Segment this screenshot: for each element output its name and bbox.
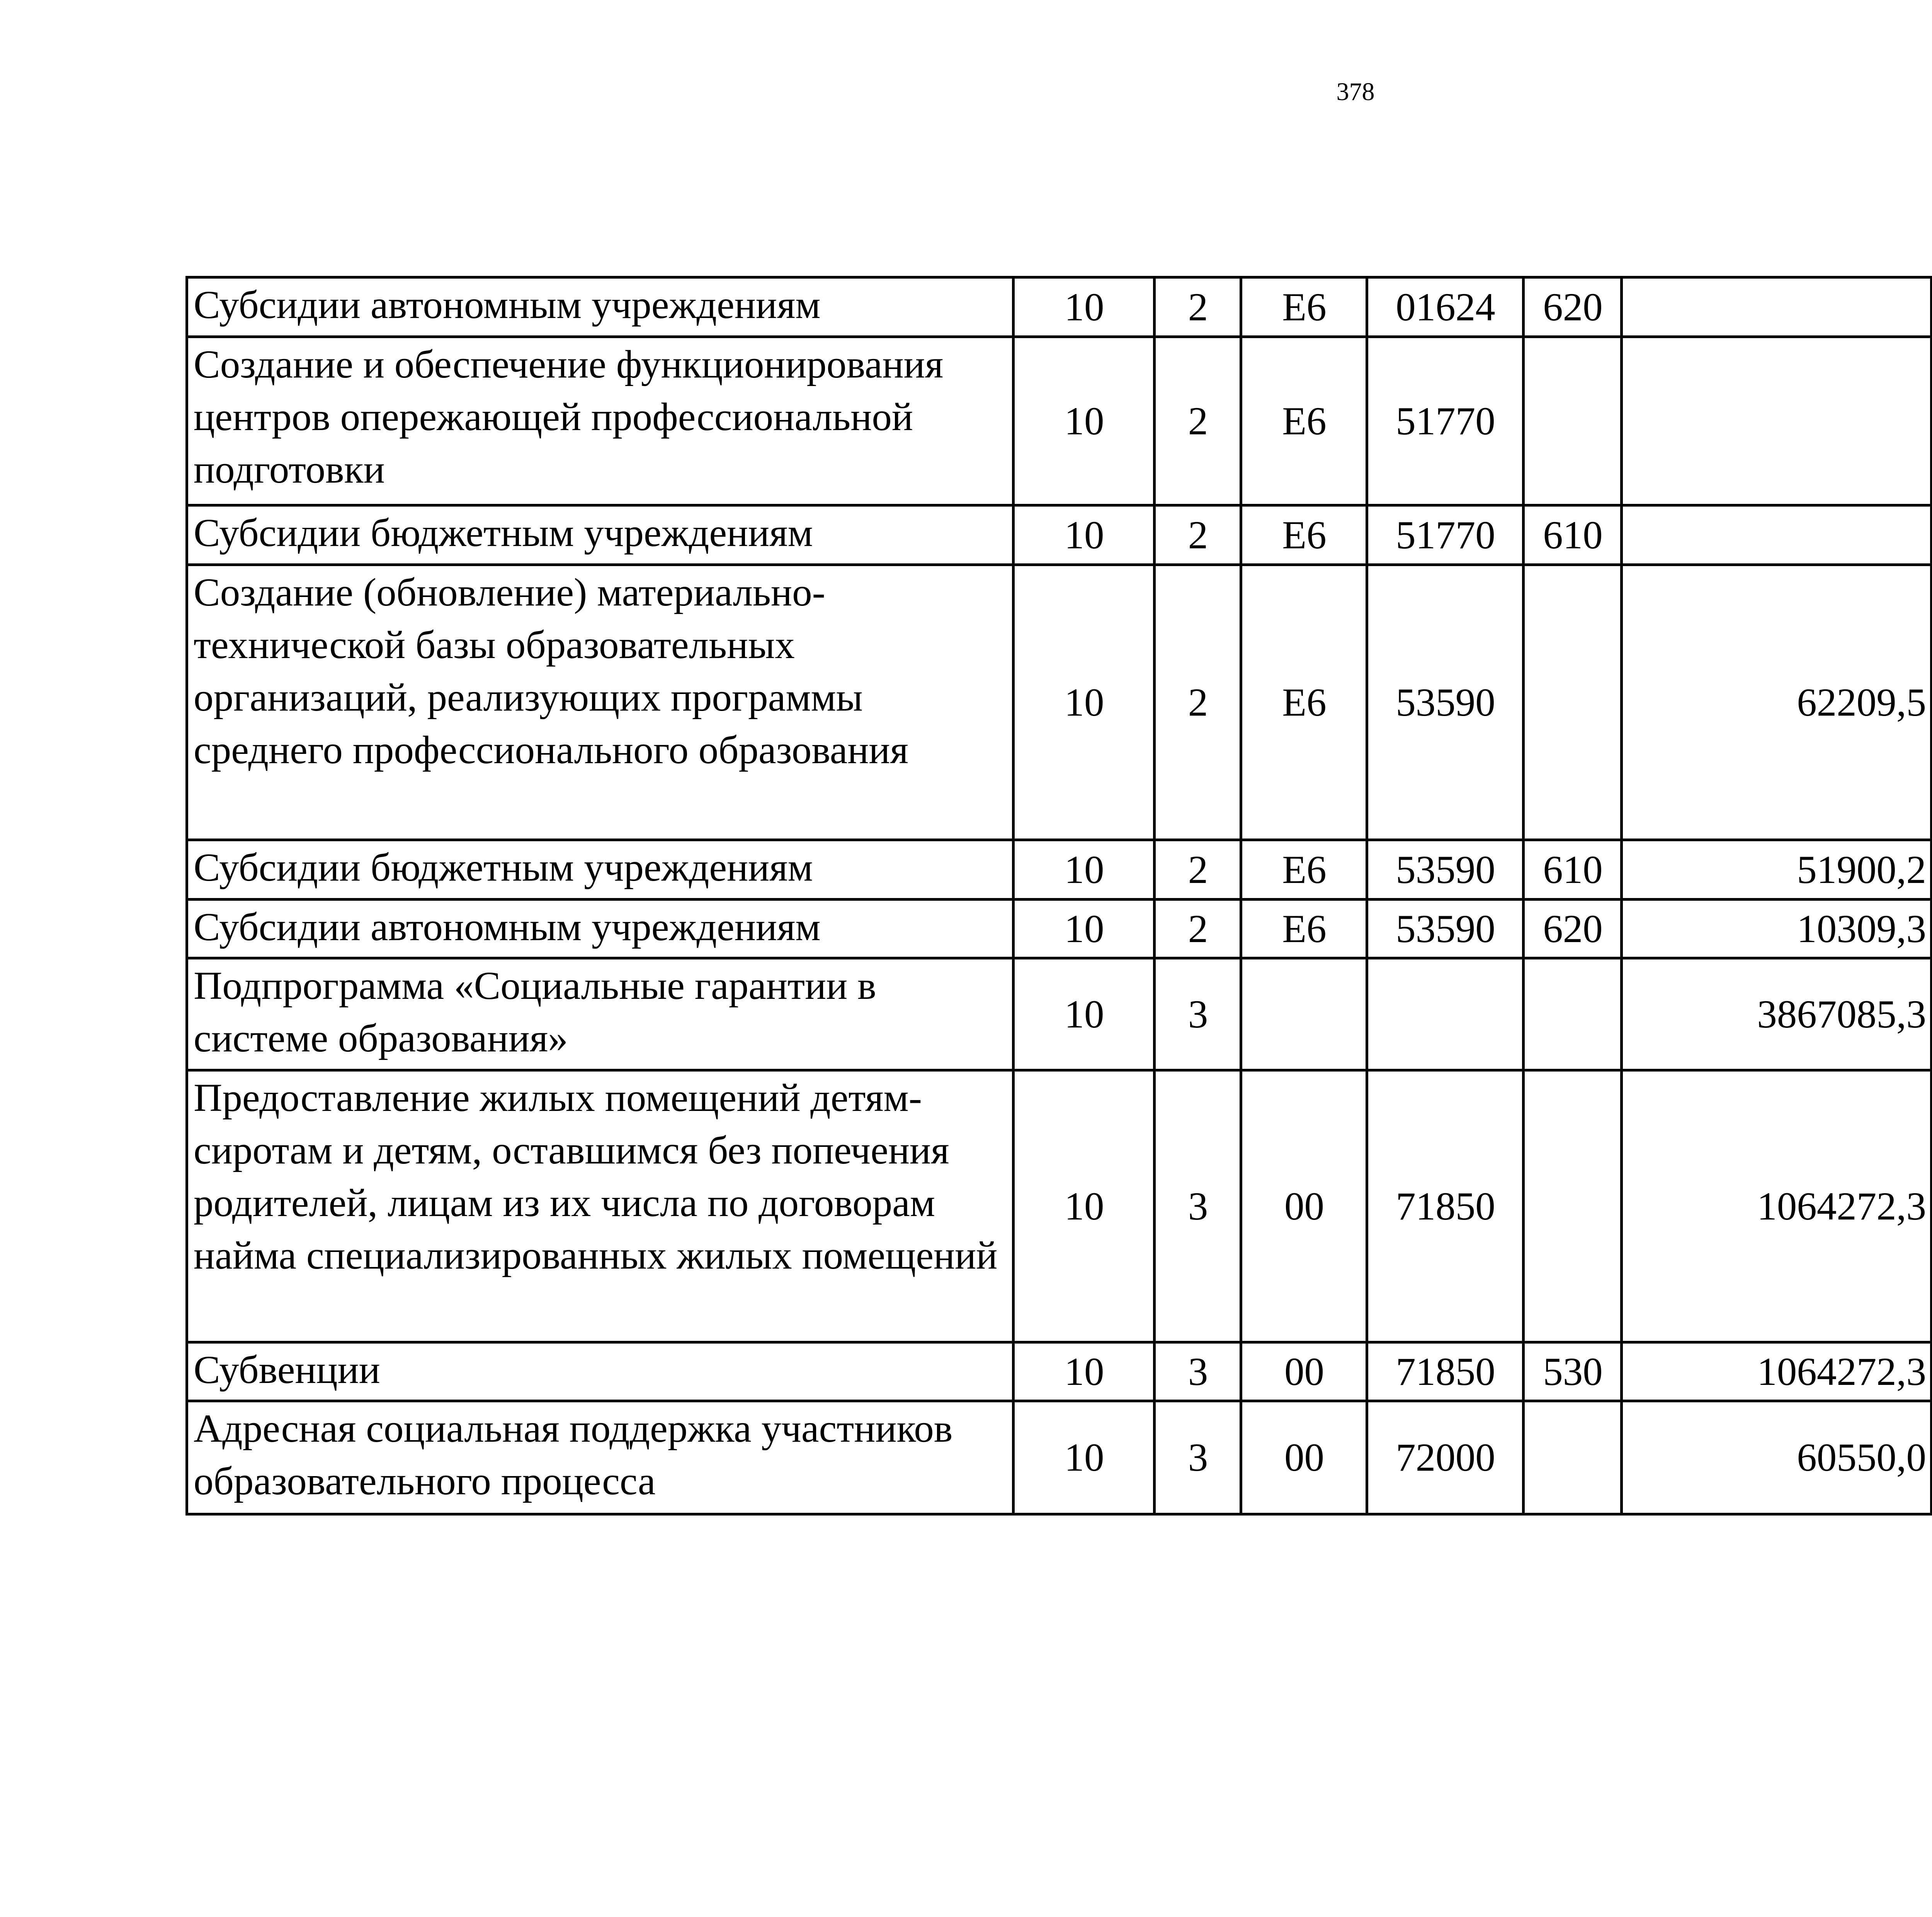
target-article-code-cell: 53590 bbox=[1367, 840, 1524, 900]
table-row bbox=[187, 840, 1932, 900]
target-article-prefix-cell bbox=[1241, 958, 1367, 1070]
amount-1-cell bbox=[1622, 337, 1932, 505]
subsection-code-cell: 3 bbox=[1155, 958, 1241, 1070]
expense-type-cell: 610 bbox=[1524, 840, 1622, 900]
row-name-cell: Субсидии автономным учреждениям bbox=[187, 900, 1014, 958]
row-name-cell: Субсидии бюджетным учреждениям bbox=[187, 505, 1014, 565]
target-article-code-cell: 01624 bbox=[1367, 277, 1524, 337]
target-article-code-cell: 53590 bbox=[1367, 900, 1524, 958]
subsection-code-cell: 2 bbox=[1155, 337, 1241, 505]
expense-type-cell: 530 bbox=[1524, 1342, 1622, 1401]
amount-1-cell: 60550,0 bbox=[1622, 1401, 1932, 1514]
target-article-prefix-cell: Е6 bbox=[1241, 277, 1367, 337]
target-article-code-cell: 51770 bbox=[1367, 337, 1524, 505]
expense-type-cell: 610 bbox=[1524, 505, 1622, 565]
amount-1-cell: 1064272,3 bbox=[1622, 1342, 1932, 1401]
amount-1-cell bbox=[1622, 505, 1932, 565]
subsection-code-cell: 2 bbox=[1155, 565, 1241, 840]
target-article-code-cell: 72000 bbox=[1367, 1401, 1524, 1514]
subsection-code-cell: 3 bbox=[1155, 1401, 1241, 1514]
expense-type-cell bbox=[1524, 337, 1622, 505]
section-code-cell: 10 bbox=[1014, 277, 1155, 337]
table-row bbox=[187, 1342, 1932, 1401]
amount-1-cell bbox=[1622, 277, 1932, 337]
target-article-code-cell: 51770 bbox=[1367, 505, 1524, 565]
section-code-cell: 10 bbox=[1014, 1070, 1155, 1342]
budget-table-body bbox=[187, 277, 1932, 1514]
table-row bbox=[187, 505, 1932, 565]
amount-1-cell: 62209,5 bbox=[1622, 565, 1932, 840]
subsection-code-cell: 2 bbox=[1155, 840, 1241, 900]
budget-table bbox=[185, 276, 1932, 1516]
target-article-prefix-cell: Е6 bbox=[1241, 505, 1367, 565]
table-row bbox=[187, 1401, 1932, 1514]
section-code-cell: 10 bbox=[1014, 337, 1155, 505]
section-code-cell: 10 bbox=[1014, 1401, 1155, 1514]
target-article-code-cell bbox=[1367, 958, 1524, 1070]
subsection-code-cell: 3 bbox=[1155, 1342, 1241, 1401]
table-row bbox=[187, 337, 1932, 505]
section-code-cell: 10 bbox=[1014, 900, 1155, 958]
row-name-cell: Предоставление жилых помещений детям-сиротам и детям, оставшимся без попечения родителей, лицам из их числа по договорам найма специализированных жилых помещений bbox=[187, 1070, 1014, 1342]
expense-type-cell bbox=[1524, 1401, 1622, 1514]
subsection-code-cell: 3 bbox=[1155, 1070, 1241, 1342]
table-row bbox=[187, 565, 1932, 840]
table-row bbox=[187, 958, 1932, 1070]
row-name-cell: Субсидии автономным учреждениям bbox=[187, 277, 1014, 337]
row-name-cell: Субсидии бюджетным учреждениям bbox=[187, 840, 1014, 900]
amount-1-cell: 51900,2 bbox=[1622, 840, 1932, 900]
subsection-code-cell: 2 bbox=[1155, 900, 1241, 958]
table-row bbox=[187, 1070, 1932, 1342]
section-code-cell: 10 bbox=[1014, 505, 1155, 565]
table-row bbox=[187, 900, 1932, 958]
target-article-prefix-cell: Е6 bbox=[1241, 337, 1367, 505]
section-code-cell: 10 bbox=[1014, 840, 1155, 900]
subsection-code-cell: 2 bbox=[1155, 277, 1241, 337]
amount-1-cell: 3867085,3 bbox=[1622, 958, 1932, 1070]
section-code-cell: 10 bbox=[1014, 565, 1155, 840]
target-article-code-cell: 71850 bbox=[1367, 1070, 1524, 1342]
target-article-prefix-cell: Е6 bbox=[1241, 565, 1367, 840]
target-article-prefix-cell: 00 bbox=[1241, 1342, 1367, 1401]
target-article-code-cell: 53590 bbox=[1367, 565, 1524, 840]
row-name-cell: Подпрограмма «Социальные гарантии в системе образования» bbox=[187, 958, 1014, 1070]
target-article-prefix-cell: Е6 bbox=[1241, 840, 1367, 900]
target-article-prefix-cell: 00 bbox=[1241, 1070, 1367, 1342]
row-name-cell: Адресная социальная поддержка участников образовательного процесса bbox=[187, 1401, 1014, 1514]
expense-type-cell bbox=[1524, 958, 1622, 1070]
row-name-cell: Создание и обеспечение функционирования центров опережающей профессиональной подготовки bbox=[187, 337, 1014, 505]
expense-type-cell bbox=[1524, 1070, 1622, 1342]
target-article-prefix-cell: 00 bbox=[1241, 1401, 1367, 1514]
target-article-prefix-cell: Е6 bbox=[1241, 900, 1367, 958]
expense-type-cell bbox=[1524, 565, 1622, 840]
section-code-cell: 10 bbox=[1014, 958, 1155, 1070]
page-number: 378 bbox=[1336, 78, 1375, 106]
row-name-cell: Создание (обновление) материально-технической базы образовательных организаций, реализующих программы среднего профессионального образования bbox=[187, 565, 1014, 840]
expense-type-cell: 620 bbox=[1524, 277, 1622, 337]
subsection-code-cell: 2 bbox=[1155, 505, 1241, 565]
row-name-cell: Субвенции bbox=[187, 1342, 1014, 1401]
section-code-cell: 10 bbox=[1014, 1342, 1155, 1401]
expense-type-cell: 620 bbox=[1524, 900, 1622, 958]
table-row bbox=[187, 277, 1932, 337]
target-article-code-cell: 71850 bbox=[1367, 1342, 1524, 1401]
amount-1-cell: 1064272,3 bbox=[1622, 1070, 1932, 1342]
amount-1-cell: 10309,3 bbox=[1622, 900, 1932, 958]
